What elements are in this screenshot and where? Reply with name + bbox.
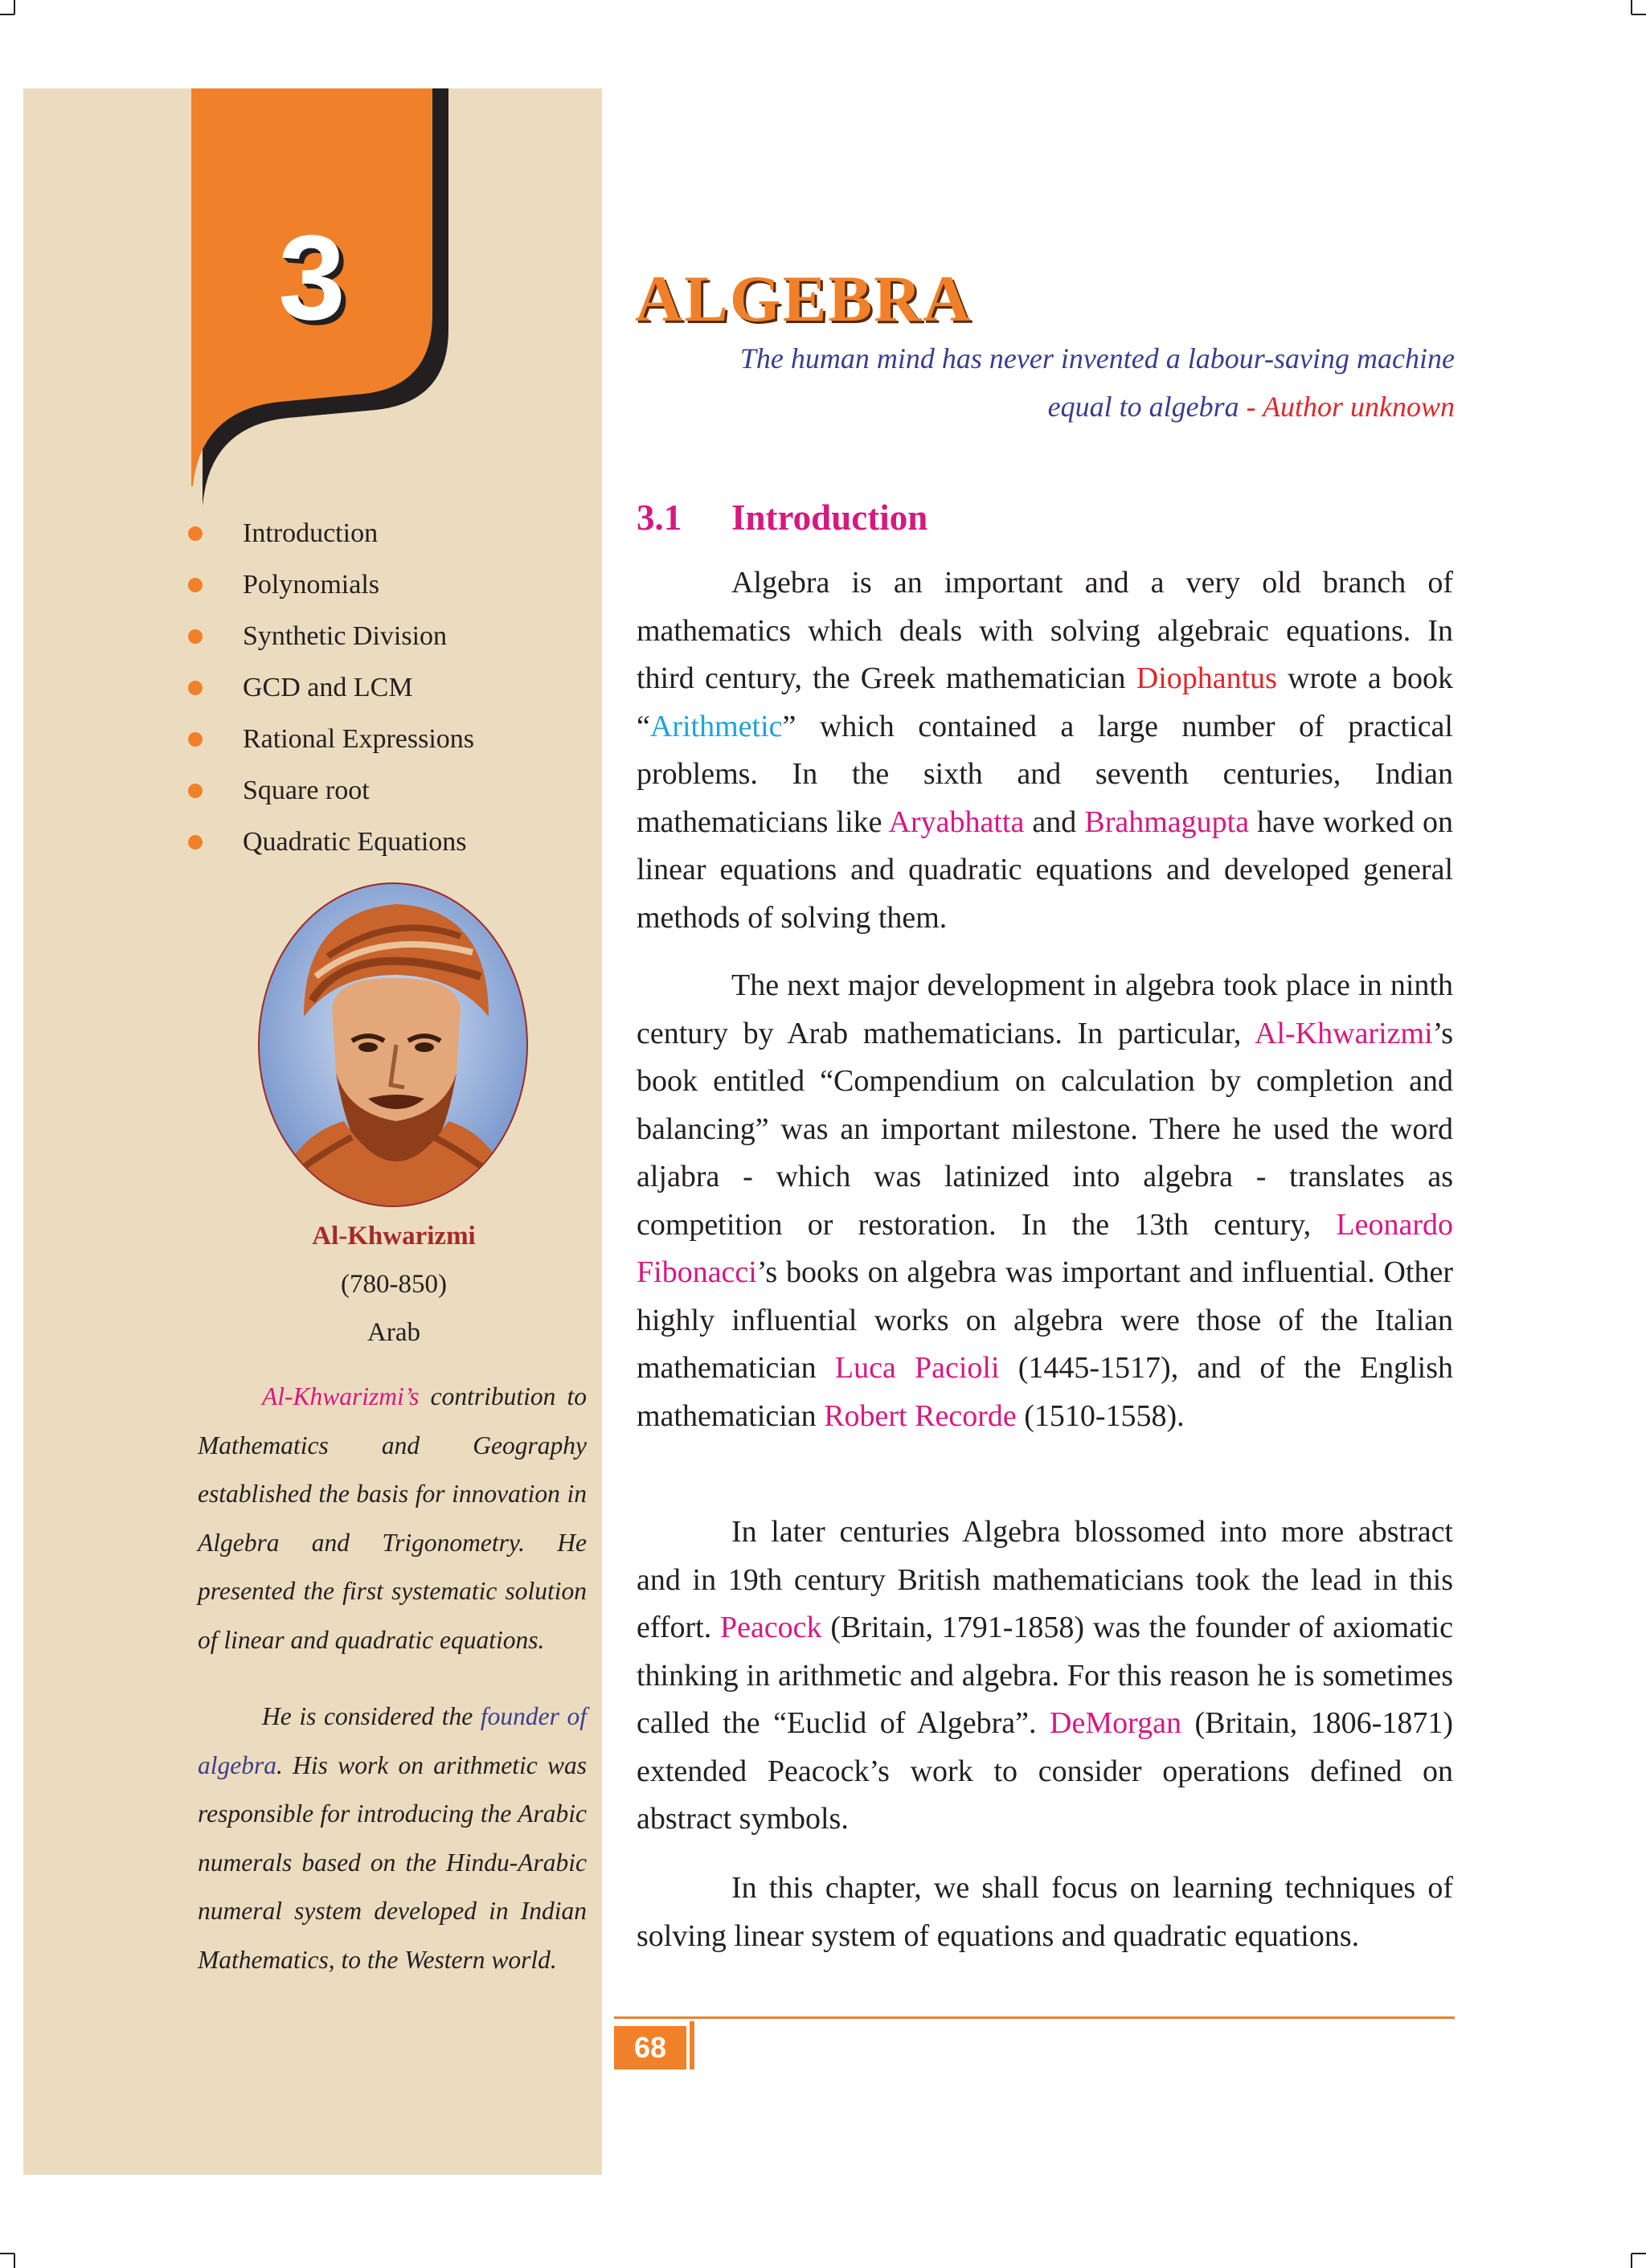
name-al-khwarizmi: Al-Khwarizmi — [1255, 1016, 1433, 1050]
topic-label: Polynomials — [243, 570, 380, 600]
crop-mark-bottom-left-h — [0, 2253, 14, 2254]
sidebar-text: contribution to Mathematics and Geography established the basis for innovation in Algebra and Trigonometry. He presented the first systematic solution of linear and quadratic equations. — [198, 1382, 587, 1654]
topic-label: Synthetic Division — [243, 621, 448, 651]
text-run: wrote a book “ — [637, 661, 1453, 743]
name-brahmagupta: Brahmagupta — [1084, 804, 1250, 839]
text-run: (Britain, 1806-1871) extended Peacock’s work to consider operations defined on abstract symbols. — [637, 1706, 1453, 1836]
text-run: The next major development in algebra took place in ninth century by Arab mathematicians. In particular, — [637, 968, 1453, 1050]
footer-rule — [614, 2016, 1455, 2019]
sidebar-text: . His work on arithmetic was responsible for introducing the Arabic numerals based on the Hindu-Arabic numeral system developed in Indian Mathematics, to the Western world. — [198, 1750, 587, 1974]
section-heading — [637, 497, 927, 538]
name-aryabhatta: Aryabhatta — [888, 804, 1025, 839]
chapter-title: ALGEBRA — [635, 262, 972, 335]
portrait-caption-years: (780-850) — [341, 1270, 447, 1299]
body-paragraph-3 — [637, 1509, 1453, 1844]
topic-item — [185, 559, 474, 611]
text-run: ’s book entitled “Compendium on calculation by completion and balancing” was an important milestone. There he used the word aljabra - which was latinized into algebra - translates as competition or restoration. In the 13th century, — [637, 1016, 1453, 1242]
name-luca-pacioli: Luca Pacioli — [834, 1351, 1000, 1385]
sidebar-paragraph-contribution — [198, 1373, 587, 1664]
name-robert-recorde: Robert Recorde — [824, 1398, 1017, 1433]
topic-item — [185, 611, 474, 662]
topic-item — [185, 714, 474, 765]
topic-label: Quadratic Equations — [243, 827, 467, 857]
al-khwarizmi-portrait — [256, 880, 530, 1210]
epigraph-text: equal to algebra — [1047, 391, 1239, 423]
crop-mark-top-left-h — [0, 14, 14, 15]
text-run: (Britain, 1791-1858) was the founder of axiomatic thinking in arithmetic and algebra. For this reason he is sometimes called the “Euclid of Algebra”. — [637, 1611, 1453, 1740]
sidebar-name-highlight: Al-Khwarizmi’s — [262, 1382, 420, 1410]
body-paragraph-2 — [637, 962, 1453, 1440]
text-run: (1445-1517), and of the English mathematician — [637, 1351, 1453, 1433]
bullet-icon — [188, 629, 203, 644]
crop-mark-bottom-right-v — [1631, 2254, 1632, 2268]
body-paragraph-4 — [637, 1865, 1453, 1960]
name-leonardo-fibonacci: Leonardo Fibonacci — [637, 1207, 1453, 1289]
sidebar-founder-highlight: founder of algebra — [198, 1702, 587, 1779]
crop-mark-top-right-h — [1632, 14, 1646, 15]
book-arithmetic: Arithmetic — [649, 709, 783, 743]
text-run: (1510-1558). — [1016, 1398, 1185, 1433]
text-run: ” which contained a large number of practical problems. In the sixth and seventh centuries, Indian mathematicians like — [637, 709, 1453, 839]
text-run: Algebra is an important and a very old branch of mathematics which deals with solving algebraic equations. In third century, the Greek mathematician — [637, 566, 1453, 695]
sidebar-text: He is considered the — [262, 1702, 481, 1730]
epigraph-author: - Author unknown — [1239, 391, 1455, 423]
topic-label: Introduction — [243, 518, 379, 548]
crop-mark-bottom-left-v — [14, 2254, 15, 2268]
topic-label: Rational Expressions — [243, 724, 475, 754]
text-run: In this chapter, we shall focus on learning techniques of solving linear system of equations and quadratic equations. — [637, 1871, 1453, 1953]
topic-item — [185, 508, 474, 559]
text-run: In later centuries Algebra blossomed into more abstract and in 19th century British mathematicians took the lead in this effort. — [637, 1515, 1453, 1644]
portrait-caption-name: Al-Khwarizmi — [312, 1222, 476, 1251]
chapter-number: 3 — [278, 210, 346, 345]
text-run: have worked on linear equations and quadratic equations and developed general methods of solving them. — [637, 804, 1454, 935]
topic-label: Square root — [243, 776, 370, 805]
bullet-icon — [188, 526, 203, 541]
bullet-icon — [188, 784, 203, 798]
portrait-caption-origin: Arab — [367, 1318, 420, 1347]
crop-mark-top-left-v — [14, 0, 15, 14]
topic-item — [185, 817, 474, 868]
text-run: and — [1024, 804, 1085, 839]
name-diophantus: Diophantus — [1136, 661, 1277, 695]
topic-label: GCD and LCM — [243, 673, 413, 702]
topic-item — [185, 662, 474, 714]
text-run: ’s books on algebra was important and influential. Other highly influential works on algebra were those of the Italian mathematician — [637, 1255, 1453, 1385]
body-paragraph-1 — [637, 559, 1453, 942]
name-peacock: Peacock — [719, 1611, 822, 1644]
sidebar-paragraph-founder — [198, 1693, 587, 1984]
topic-item — [185, 765, 474, 817]
bullet-icon — [188, 681, 203, 695]
bullet-icon — [188, 732, 203, 747]
crop-mark-top-right-v — [1631, 0, 1632, 14]
chapter-topics-list — [185, 508, 474, 868]
page-number-bar — [690, 2021, 694, 2069]
section-number: 3.1 — [637, 497, 682, 538]
page-number: 68 — [614, 2026, 686, 2069]
bullet-icon — [188, 835, 203, 849]
name-demorgan: DeMorgan — [1050, 1706, 1181, 1740]
section-title: Introduction — [731, 497, 928, 538]
epigraph-line-1: The human mind has never invented a labour-saving machine — [739, 342, 1455, 375]
bullet-icon — [188, 578, 203, 592]
epigraph-line-2 — [659, 390, 1455, 424]
crop-mark-bottom-right-h — [1632, 2253, 1646, 2254]
